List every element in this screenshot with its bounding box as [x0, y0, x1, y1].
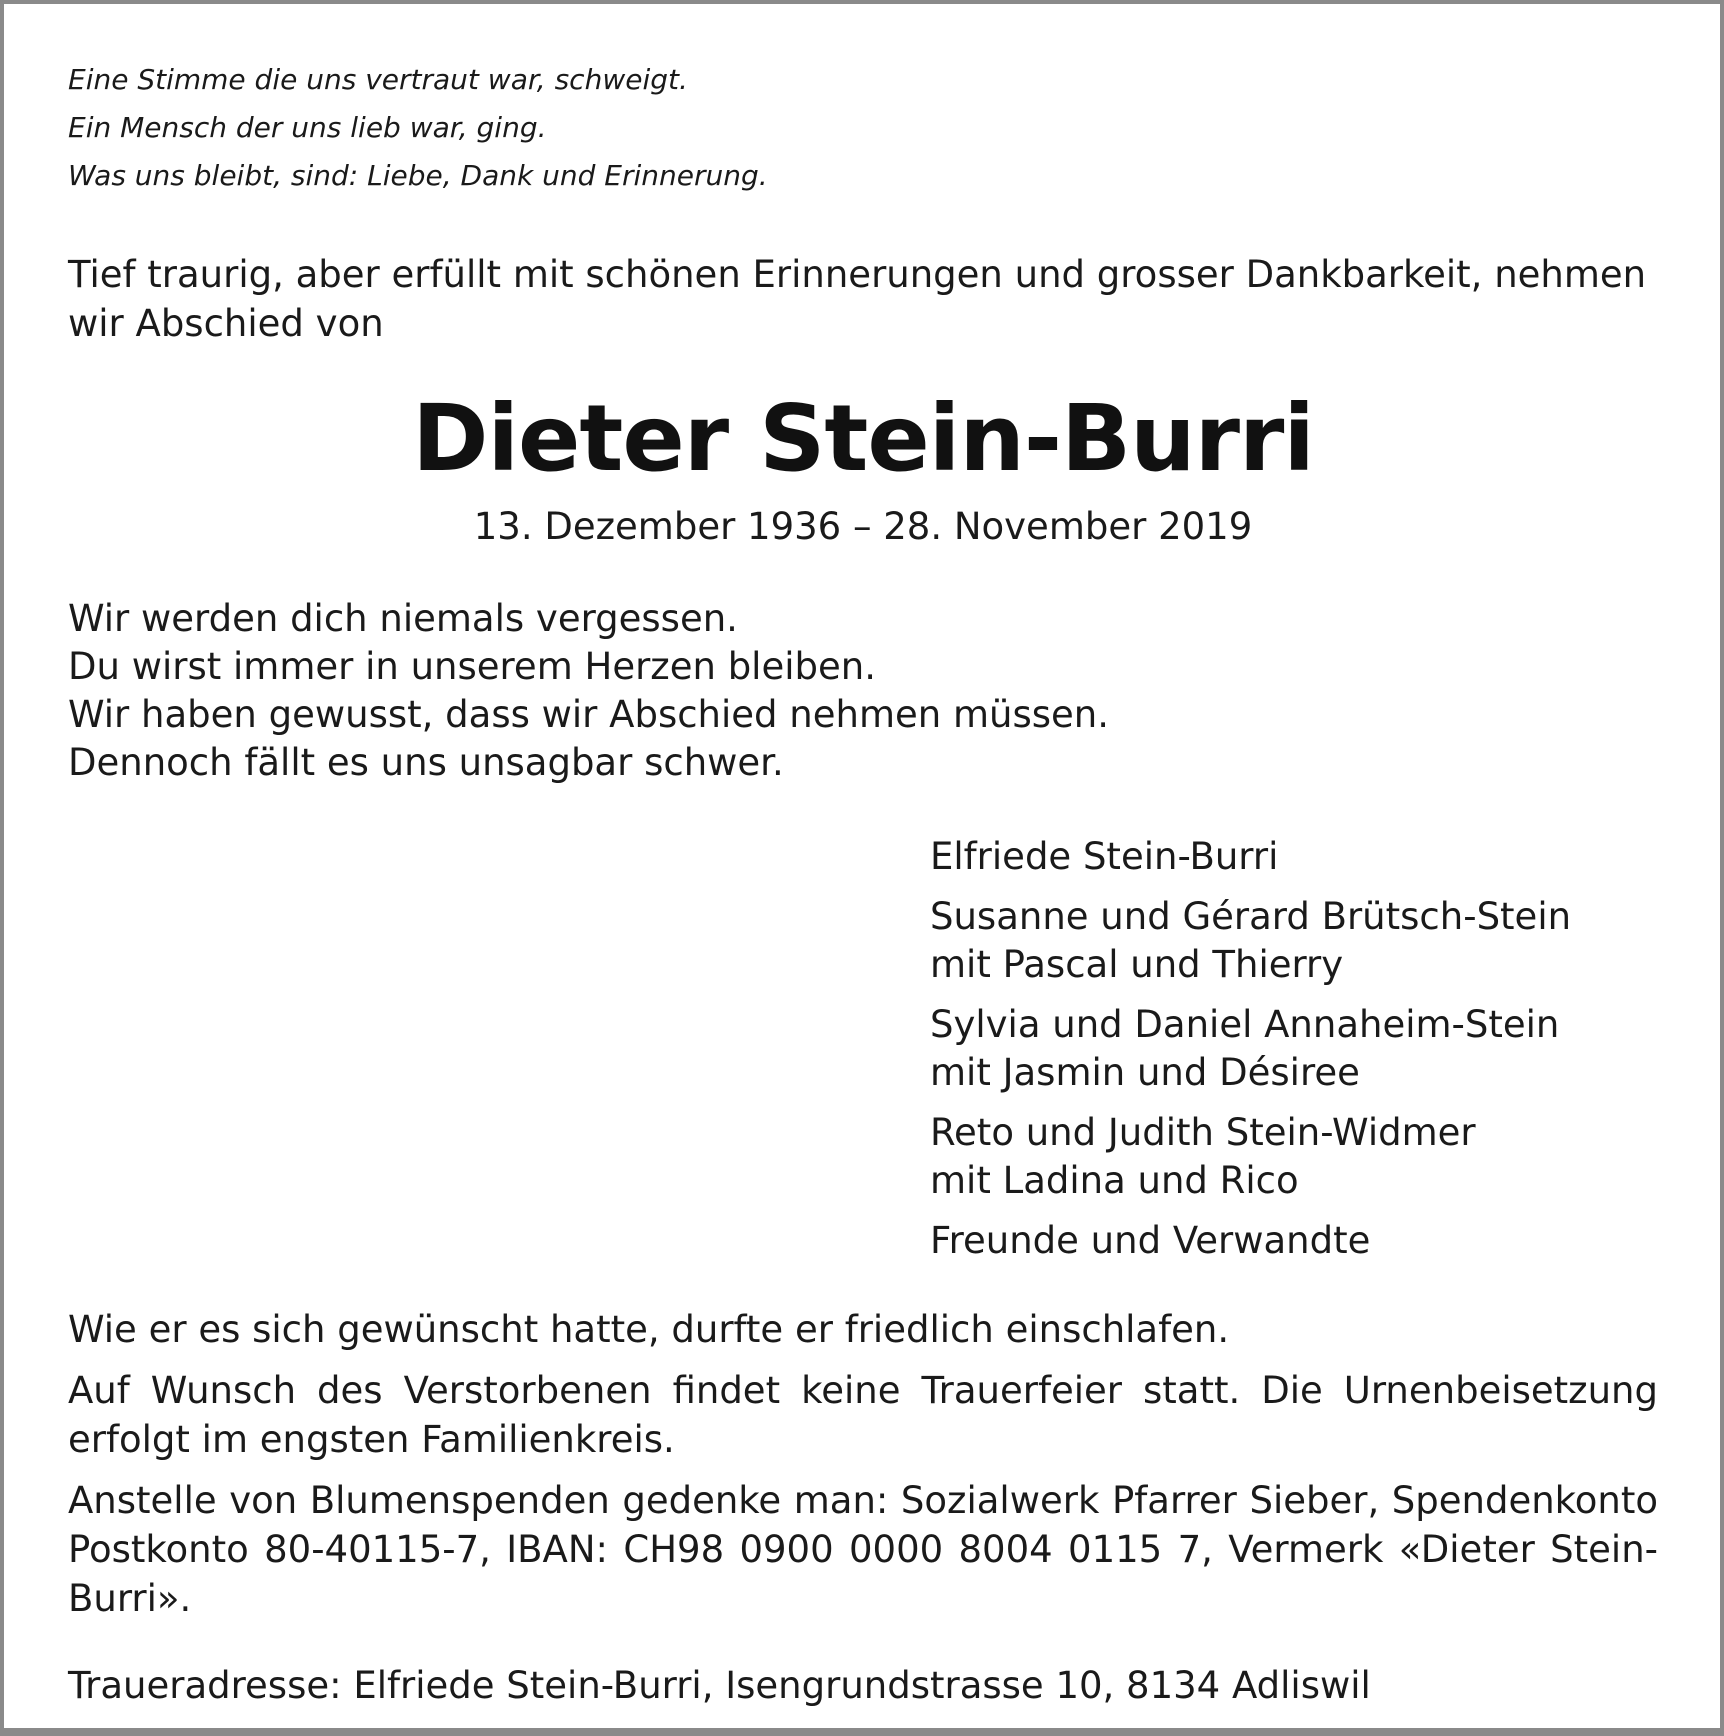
- motto-verse: [68, 56, 1658, 200]
- verse-line: Du wirst immer in unserem Herzen bleiben.: [68, 645, 876, 688]
- mourner-children: mit Pascal und Thierry: [930, 943, 1344, 986]
- mourner-group: [930, 1001, 1658, 1097]
- mourner-group: [930, 893, 1658, 989]
- mourner-children: mit Ladina und Rico: [930, 1159, 1299, 1202]
- mourner-name: Elfriede Stein-Burri: [930, 835, 1279, 878]
- mourner-group: [930, 1217, 1658, 1265]
- mourner-name: Susanne und Gérard Brütsch-Stein: [930, 895, 1572, 938]
- verse-line: Dennoch fällt es uns unsagbar schwer.: [68, 741, 784, 784]
- mourner-name: Reto und Judith Stein-Widmer: [930, 1111, 1476, 1154]
- mourner-name: Sylvia und Daniel Annaheim-Stein: [930, 1003, 1560, 1046]
- mourner-name: Freunde und Verwandte: [930, 1219, 1371, 1262]
- deceased-name: Dieter Stein-Burri: [412, 385, 1314, 492]
- mourner-group: [930, 1109, 1658, 1205]
- ceremony-note: Auf Wunsch des Verstorbenen findet keine Trauerfeier statt. Die Urnenbeisetzung erfolgt im engsten Familienkreis.: [68, 1369, 1658, 1461]
- motto-line: Was uns bleibt, sind: Liebe, Dank und Erinnerung.: [68, 159, 768, 192]
- donation-note: Anstelle von Blumenspenden gedenke man: Sozialwerk Pfarrer Sieber, Spendenkonto Postkonto 80-40115-7, IBAN: CH98 0900 0000 8004 0115 7, Vermerk «Dieter Stein-Burri».: [68, 1479, 1658, 1620]
- life-dates: 13. Dezember 1936 – 28. November 2019: [473, 505, 1253, 548]
- passing-note: Wie er es sich gewünscht hatte, durfte er friedlich einschlafen.: [68, 1308, 1230, 1351]
- notice-details: [68, 1305, 1658, 1623]
- mourners-list: [930, 833, 1658, 1265]
- verse-line: Wir werden dich niemals vergessen.: [68, 597, 738, 640]
- mourner-group: [930, 833, 1658, 881]
- motto-line: Eine Stimme die uns vertraut war, schweigt.: [68, 63, 688, 96]
- mourner-children: mit Jasmin und Désiree: [930, 1051, 1360, 1094]
- obituary-notice: [68, 56, 1658, 1710]
- verse-line: Wir haben gewusst, dass wir Abschied nehmen müssen.: [68, 693, 1110, 736]
- motto-line: Ein Mensch der uns lieb war, ging.: [68, 111, 547, 144]
- farewell-verse: [68, 595, 1658, 787]
- mourning-address: Traueradresse: Elfriede Stein-Burri, Isengrundstrasse 10, 8134 Adliswil: [68, 1664, 1371, 1707]
- intro-text: Tief traurig, aber erfüllt mit schönen Erinnerungen und grosser Dankbarkeit, nehmen wir Abschied von: [68, 253, 1647, 345]
